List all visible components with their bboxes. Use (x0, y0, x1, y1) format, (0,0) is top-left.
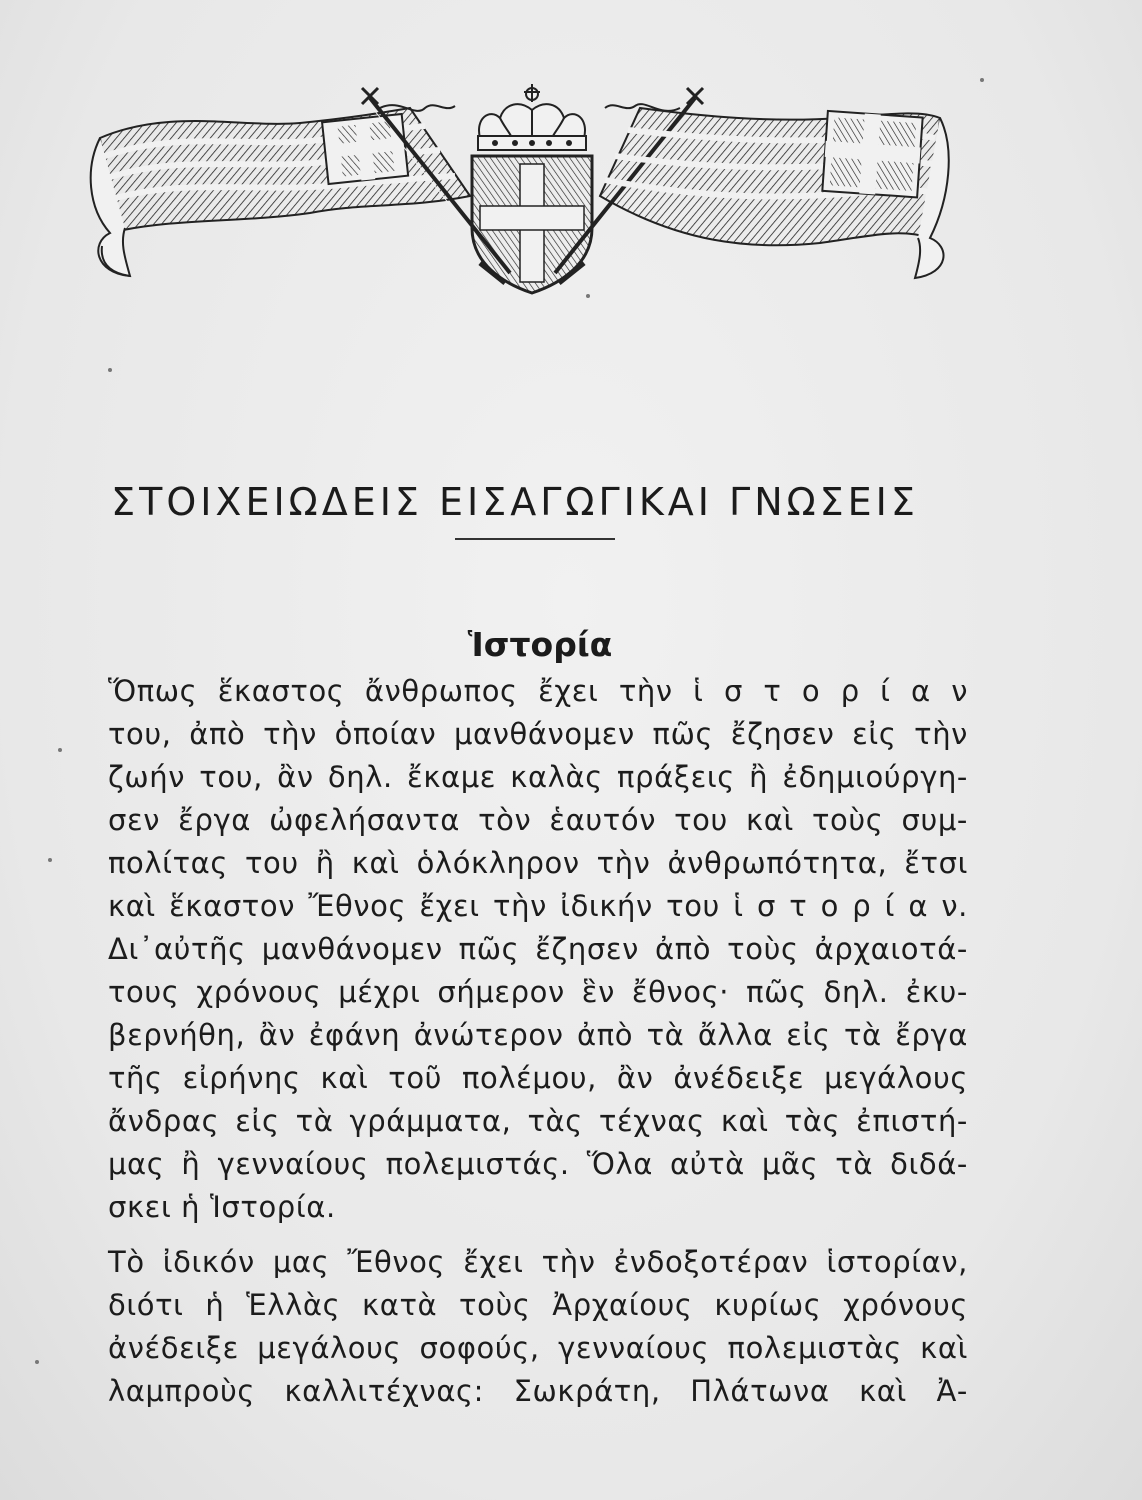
paragraph-1-line: ζωήν του, ἂν δηλ. ἔκαμε καλὰς πράξεις ἢ ἐδημιούργη- (108, 760, 968, 794)
paragraph-1-line: ἄνδρας εἰς τὰ γράμματα, τὰς τέχνας καὶ τὰς ἐπιστή- (108, 1104, 968, 1138)
paragraph-1-line: Δι᾿αὐτῆς μανθάνομεν πῶς ἔζησεν ἀπὸ τοὺς ἀρχαιοτά- (108, 932, 968, 966)
scan-speck (586, 294, 590, 298)
paragraph-2-line: ἀνέδειξε μεγάλους σοφούς, γενναίους πολεμιστὰς καὶ (108, 1331, 968, 1365)
page-title: ΣΤΟΙΧΕΙΩΔΕΙΣ ΕΙΣΑΓΩΓΙΚΑΙ ΓΝΩΣΕΙΣ (111, 480, 919, 525)
paragraph-1-line: τους χρόνους μέχρι σήμερον ἓν ἔθνος· πῶς δηλ. ἐκυ- (108, 975, 968, 1009)
scan-speck (108, 368, 112, 372)
paragraph-1-line: βερνήθη, ἂν ἐφάνη ἀνώτερον ἀπὸ τὰ ἄλλα εἰς τὰ ἔργα (108, 1018, 968, 1052)
paragraph-1-line: του, ἀπὸ τὴν ὁποίαν μανθάνομεν πῶς ἔζησεν εἰς τὴν (108, 717, 968, 751)
paragraph-2-line: λαμπροὺς καλλιτέχνας: Σωκράτη, Πλάτωνα καὶ Ἀ- (108, 1374, 968, 1408)
paragraph-1-line: Ὅπως ἕκαστος ἄνθρωπος ἔχει τὴν ἱ σ τ ο ρ ί α ν (108, 674, 968, 708)
paragraph-1-line: σεν ἔργα ὠφελήσαντα τὸν ἑαυτόν του καὶ τοὺς συμ- (108, 803, 968, 837)
scan-speck (48, 858, 52, 862)
title-divider (455, 538, 615, 540)
paragraph-1-line: τῆς εἰρήνης καὶ τοῦ πολέμου, ἂν ἀνέδειξε μεγάλους (108, 1061, 968, 1095)
crown-icon (478, 84, 586, 150)
paragraph-1-line: μας ἢ γενναίους πολεμιστάς. Ὅλα αὐτὰ μᾶς τὰ διδά- (108, 1147, 968, 1181)
paragraph-1-line: πολίτας του ἢ καὶ ὁλόκληρον τὴν ἀνθρωπότητα, ἔτσι (108, 846, 968, 880)
paragraph-2-line: διότι ἡ Ἑλλὰς κατὰ τοὺς Ἀρχαίους κυρίως χρόνους (108, 1288, 968, 1322)
paragraph-1-line: καὶ ἕκαστον Ἔθνος ἔχει τὴν ἰδικήν του ἱ σ τ ο ρ ί α ν. (108, 889, 968, 923)
right-flag-icon (600, 108, 949, 278)
paragraph-1-line: σκει ἡ Ἱστορία. (108, 1190, 336, 1224)
royal-coat-of-arms-with-flags-icon (80, 78, 960, 318)
scan-speck (58, 748, 62, 752)
scan-speck (35, 1360, 39, 1364)
body-text (108, 670, 968, 1413)
section-title: Ἱστορία (467, 625, 613, 665)
left-flag-icon (91, 108, 470, 276)
paragraph-2-line: Τὸ ἰδικόν μας Ἔθνος ἔχει τὴν ἐνδοξοτέραν ἱστορίαν, (108, 1245, 968, 1279)
scan-speck (980, 78, 984, 82)
